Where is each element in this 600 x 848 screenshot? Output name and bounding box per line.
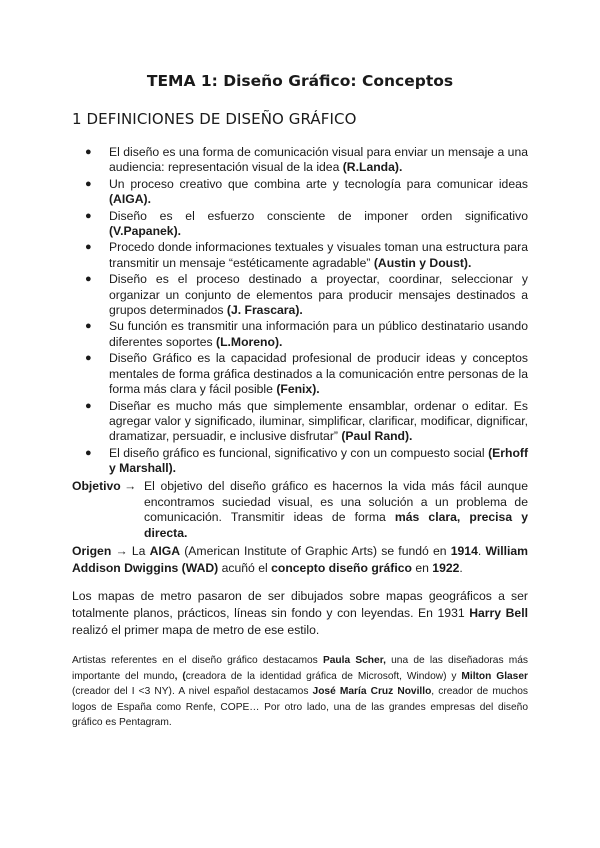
- list-item: ● Procedo donde informaciones textuales y visuales toman una estructura para transmitir un mensaje “estéticamente agradable” (Austin y Doust).: [85, 240, 528, 270]
- objetivo-paragraph: [72, 479, 528, 541]
- objetivo-label: Objetivo →: [72, 479, 137, 493]
- bullet-icon: ●: [85, 273, 92, 286]
- bullet-icon: ●: [85, 446, 92, 459]
- section-heading: 1 DEFINICIONES DE DISEÑO GRÁFICO: [72, 110, 357, 128]
- list-item: ● Diseño es el proceso destinado a proyectar, coordinar, seleccionar y organizar un conjunto de elementos para producir mensajes destinados a grupos determinados (J. Frascara).: [85, 272, 528, 318]
- list-item: ● El diseño gráfico es funcional, significativo y con un compuesto social (Erhoff y Marshall).: [85, 445, 528, 476]
- artistas-paragraph: Artistas referentes en el diseño gráfico destacamos Paula Scher, una de las diseñadoras más importante del mundo, (creadora de la identidad gráfica de Microsoft, Window) y Milton Glaser (creador del I <3 NY). A nivel español destacamos José María Cruz Novillo, creador de muchos logos de España como Renfe, COPE… Por otro lado, una de las grandes empresas del diseño gráfico es Pentagram.: [72, 655, 529, 729]
- objetivo-text: El objetivo del diseño gráfico es hacernos la vida más fácil aunque encontramos suciedad visual, es una solución a un problema de comunicación. Transmitir ideas de forma más clara, precisa y directa.: [144, 479, 529, 540]
- bullet-icon: ●: [85, 320, 92, 333]
- bullet-icon: ●: [85, 146, 92, 158]
- list-item: ● Su función es transmitir una información para un público destinatario usando diferentes soportes (L.Moreno).: [85, 319, 528, 349]
- list-item: ● Diseño es el esfuerzo consciente de imponer orden significativo (V.Papanek).: [85, 208, 528, 239]
- origen-paragraph: Origen → La AIGA (American Institute of Graphic Arts) se fundó en 1914. William Addison Dwiggins (WAD) acuñó el concepto diseño gráfico en 1922.: [72, 544, 528, 575]
- mapas-paragraph: Los mapas de metro pasaron de ser dibujados sobre mapas geográficos a ser totalmente planos, prácticos, líneas sin fondo y con leyendas. En 1931 Harry Bell realizó el primer mapa de metro de ese estilo.: [72, 589, 528, 637]
- list-item: ● El diseño es una forma de comunicación visual para enviar un mensaje a una audiencia: representación visual de la idea (R.Landa).: [85, 145, 528, 175]
- bullet-icon: ●: [85, 177, 92, 190]
- bullet-icon: ●: [85, 399, 92, 412]
- list-item: ● Diseñar es mucho más que simplemente ensamblar, ordenar o editar. Es agregar valor y significado, iluminar, simplificar, clarificar, modificar, dignificar, dramatizar, persuadir, e inclusive disfrutar” (Paul Rand).: [85, 398, 528, 444]
- bullet-icon: ●: [85, 352, 92, 365]
- bullet-icon: ●: [85, 209, 92, 222]
- list-item: ● Diseño Gráfico es la capacidad profesional de producir ideas y conceptos mentales de forma gráfica destinados a la comunicación entre personas de la forma más clara y fácil posible (Fenix).: [85, 351, 528, 397]
- definitions-list: [72, 145, 528, 478]
- document-title: TEMA 1: Diseño Gráfico: Conceptos: [146, 72, 454, 90]
- list-item: ● Un proceso creativo que combina arte y tecnología para comunicar ideas (AIGA).: [85, 176, 528, 207]
- bullet-icon: ●: [85, 241, 92, 254]
